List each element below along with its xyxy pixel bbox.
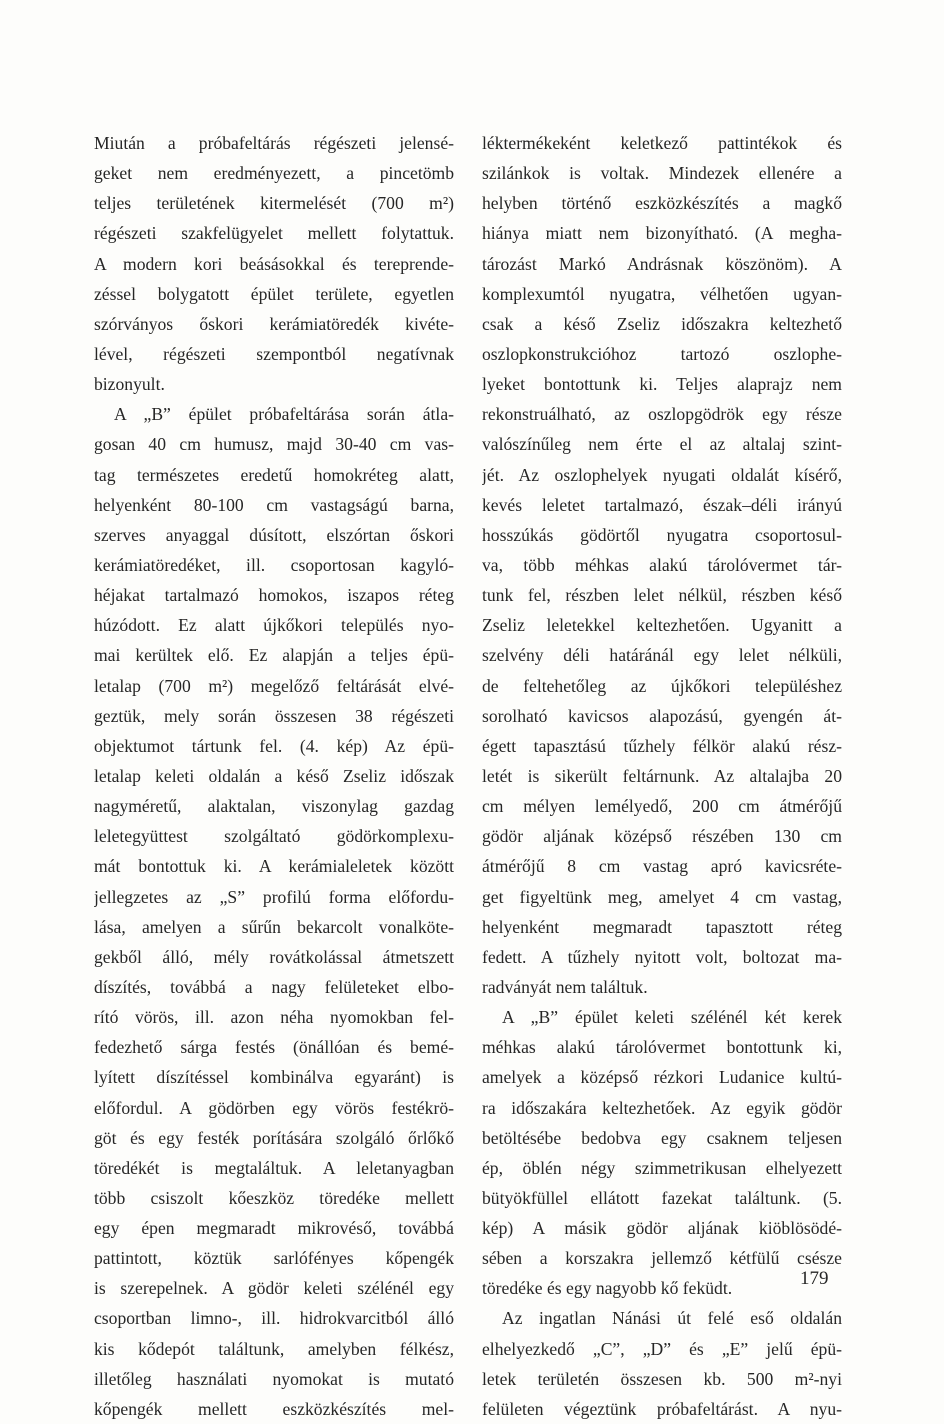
- text-line: héjakat tartalmazó homokos, iszapos réteg: [94, 585, 454, 606]
- text-line: húzódott. Ez alatt újkőkori település nyo-: [94, 615, 454, 636]
- text-line: égett tapasztású tűzhely félkör alakú rész-: [482, 735, 842, 756]
- text-line: előfordul. A gödörben egy vörös festékrö-: [94, 1097, 454, 1118]
- text-line: tag természetes eredetű homokréteg alatt,: [94, 464, 454, 485]
- text-line: oszlopkonstrukcióhoz tartozó oszlophe-: [482, 343, 842, 364]
- text-line: egy épen megmaradt mikrovéső, továbbá: [94, 1218, 454, 1239]
- text-line: fedezhető sárga festés (önállóan és bemé-: [94, 1037, 454, 1058]
- text-line: szelvény déli határánál egy lelet nélküli,: [482, 645, 842, 666]
- text-line: felületen végeztünk próbafeltárást. A nyu-: [482, 1398, 842, 1419]
- text-line: A „B” épület próbafeltárása során átla-: [114, 404, 454, 425]
- text-line: lyeket bontottunk ki. Teljes alaprajz nem: [482, 374, 842, 395]
- text-line: lyített díszítéssel kombinálva egyaránt) is: [94, 1067, 454, 1088]
- text-line: A modern kori beásásokkal és tereprende-: [94, 253, 454, 274]
- text-line: mát bontottuk ki. A kerámialeletek között: [94, 856, 454, 877]
- text-line: csak a késő Zseliz időszakra keltezhető: [482, 313, 842, 334]
- text-line: helyben történő eszközkészítés a magkő: [482, 193, 842, 214]
- text-line: Az ingatlan Nánási út felé eső oldalán: [502, 1308, 842, 1329]
- text-line: töredékét is megtaláltuk. A leletanyagban: [94, 1157, 454, 1178]
- text-line: amelyek a középső rézkori Ludanice kultú-: [482, 1067, 842, 1088]
- text-line: sében a korszakra jellemző kétfülű csésze: [482, 1248, 842, 1269]
- left-text-column: [94, 128, 454, 1424]
- text-line: Zseliz leletekkel keltezhetően. Ugyanitt a: [482, 615, 842, 636]
- text-line: több csiszolt kőeszköz töredéke mellett: [94, 1187, 454, 1208]
- text-line: jellegzetes az „S” profilú forma előfordu-: [94, 886, 454, 907]
- text-line: rekonstruálható, az oszlopgödrök egy része: [482, 404, 842, 425]
- text-line: méhkas alakú tárolóvermet bontottunk ki,: [482, 1037, 842, 1058]
- text-line: geket nem eredményezett, a pincetömb: [94, 163, 454, 184]
- text-line: átmérőjű 8 cm vastag apró kavicsréte-: [482, 856, 842, 877]
- text-line: régészeti szakfelügyelet mellett folytattuk.: [94, 223, 454, 244]
- text-line: helyenként 80-100 cm vastagságú barna,: [94, 494, 454, 515]
- text-line: gödör aljának középső részében 130 cm: [482, 826, 842, 847]
- text-line: letek területén összesen kb. 500 m²-nyi: [482, 1368, 842, 1389]
- text-line: leletegyüttest szolgáltató gödörkomplexu-: [94, 826, 454, 847]
- text-line: valószínűleg nem érte el az altalaj szint-: [482, 434, 842, 455]
- text-line: tunk fel, részben lelet nélkül, részben késő: [482, 585, 842, 606]
- text-line: is szerepelnek. A gödör keleti szélénél egy: [94, 1278, 454, 1299]
- text-line: elhelyezkedő „C”, „D” és „E” jelű épü-: [482, 1338, 842, 1359]
- text-line: szerves anyaggal dúsított, elszórtan őskori: [94, 524, 454, 545]
- text-line: geztük, mely során összesen 38 régészeti: [94, 705, 454, 726]
- text-line: fedett. A tűzhely nyitott volt, boltozat ma-: [482, 946, 842, 967]
- text-line: illetőleg használati nyomokat is mutató: [94, 1368, 454, 1389]
- text-line: Miután a próbafeltárás régészeti jelensé-: [94, 133, 454, 153]
- text-line: mai kerültek elő. Ez alapján a teljes épü-: [94, 645, 454, 666]
- text-line: komplexumtól nyugatra, vélhetően ugyan-: [482, 283, 842, 304]
- text-line: csoportban limno-, ill. hidrokvarcitból álló: [94, 1308, 454, 1329]
- text-line: hiánya miatt nem bizonyítható. (A megha-: [482, 223, 842, 244]
- right-text-column: [482, 128, 842, 1424]
- text-line: kőpengék mellett eszközkészítés mel-: [94, 1398, 454, 1419]
- text-line: letalap (700 m²) megelőző feltárását elvé-: [94, 675, 454, 696]
- text-line: helyenként megmaradt tapasztott réteg: [482, 916, 842, 937]
- text-line: get figyeltünk meg, amelyet 4 cm vastag,: [482, 886, 842, 907]
- text-line: sorolható kavicsos alapozású, gyengén át-: [482, 705, 842, 726]
- text-line: kis kődepót találtunk, amelyben félkész,: [94, 1338, 454, 1359]
- text-line: ép, öblén négy szimmetrikusan elhelyezett: [482, 1157, 842, 1178]
- text-line: lása, amelyen a sűrűn bekarcolt vonalköte-: [94, 916, 454, 937]
- page-number: 179: [800, 1268, 829, 1289]
- text-line: gekből álló, mély rovátkolással átmetszett: [94, 946, 454, 967]
- text-line: ra időszakára keltezhetőek. Az egyik gödör: [482, 1097, 842, 1118]
- text-line: betöltésébe bedobva egy csaknem teljesen: [482, 1127, 842, 1148]
- text-line: pattintott, köztük sarlófényes kőpengék: [94, 1248, 454, 1269]
- text-line: letét is sikerült feltárnunk. Az altalajba 20: [482, 765, 842, 786]
- text-line: göt és egy festék porítására szolgáló őrlőkő: [94, 1127, 454, 1148]
- text-line: A „B” épület keleti szélénél két kerek: [502, 1007, 842, 1028]
- text-line: kép) A másik gödör aljának kiöblösödé-: [482, 1218, 842, 1239]
- text-line: va, több méhkas alakú tárolóvermet tár-: [482, 554, 842, 575]
- text-line: léktermékeként keletkező pattintékok és: [482, 133, 842, 153]
- text-line: díszítés, továbbá a nagy felületeket elbo-: [94, 976, 454, 997]
- text-line: zéssel bolygatott épület területe, egyetlen: [94, 283, 454, 304]
- text-line: rító vörös, ill. azon néha nyomokban fel-: [94, 1007, 454, 1028]
- text-line: szilánkok is voltak. Mindezek ellenére a: [482, 163, 842, 184]
- text-line: gosan 40 cm humusz, majd 30-40 cm vas-: [94, 434, 454, 455]
- text-line: radványát nem találtuk.: [482, 976, 648, 997]
- text-line: töredéke és egy nagyobb kő feküdt.: [482, 1278, 733, 1299]
- text-line: letalap keleti oldalán a késő Zseliz időszak: [94, 765, 454, 786]
- text-line: teljes területének kitermelését (700 m²): [94, 193, 454, 214]
- text-line: cm mélyen lemélyedő, 200 cm átmérőjű: [482, 796, 842, 817]
- text-line: kevés leletet tartalmazó, észak–déli irányú: [482, 494, 842, 515]
- text-line: objektumot tártunk fel. (4. kép) Az épü-: [94, 735, 454, 756]
- text-line: jét. Az oszlophelyek nyugati oldalát kísérő,: [482, 464, 842, 485]
- text-line: bütyökfüllel ellátott fazekat találtunk. (5.: [482, 1187, 842, 1208]
- text-line: bizonyult.: [94, 374, 165, 395]
- text-line: nagyméretű, alaktalan, viszonylag gazdag: [94, 796, 454, 817]
- text-line: hosszúkás gödörtől nyugatra csoportosul-: [482, 524, 842, 545]
- text-line: de feltehetőleg az újkőkori településhez: [482, 675, 842, 696]
- text-line: szórványos őskori kerámiatöredék kivéte-: [94, 313, 454, 334]
- text-line: tározást Markó Andrásnak köszönöm). A: [482, 253, 842, 274]
- text-line: lével, régészeti szempontból negatívnak: [94, 343, 454, 364]
- text-line: kerámiatöredéket, ill. csoportosan kagyló-: [94, 554, 454, 575]
